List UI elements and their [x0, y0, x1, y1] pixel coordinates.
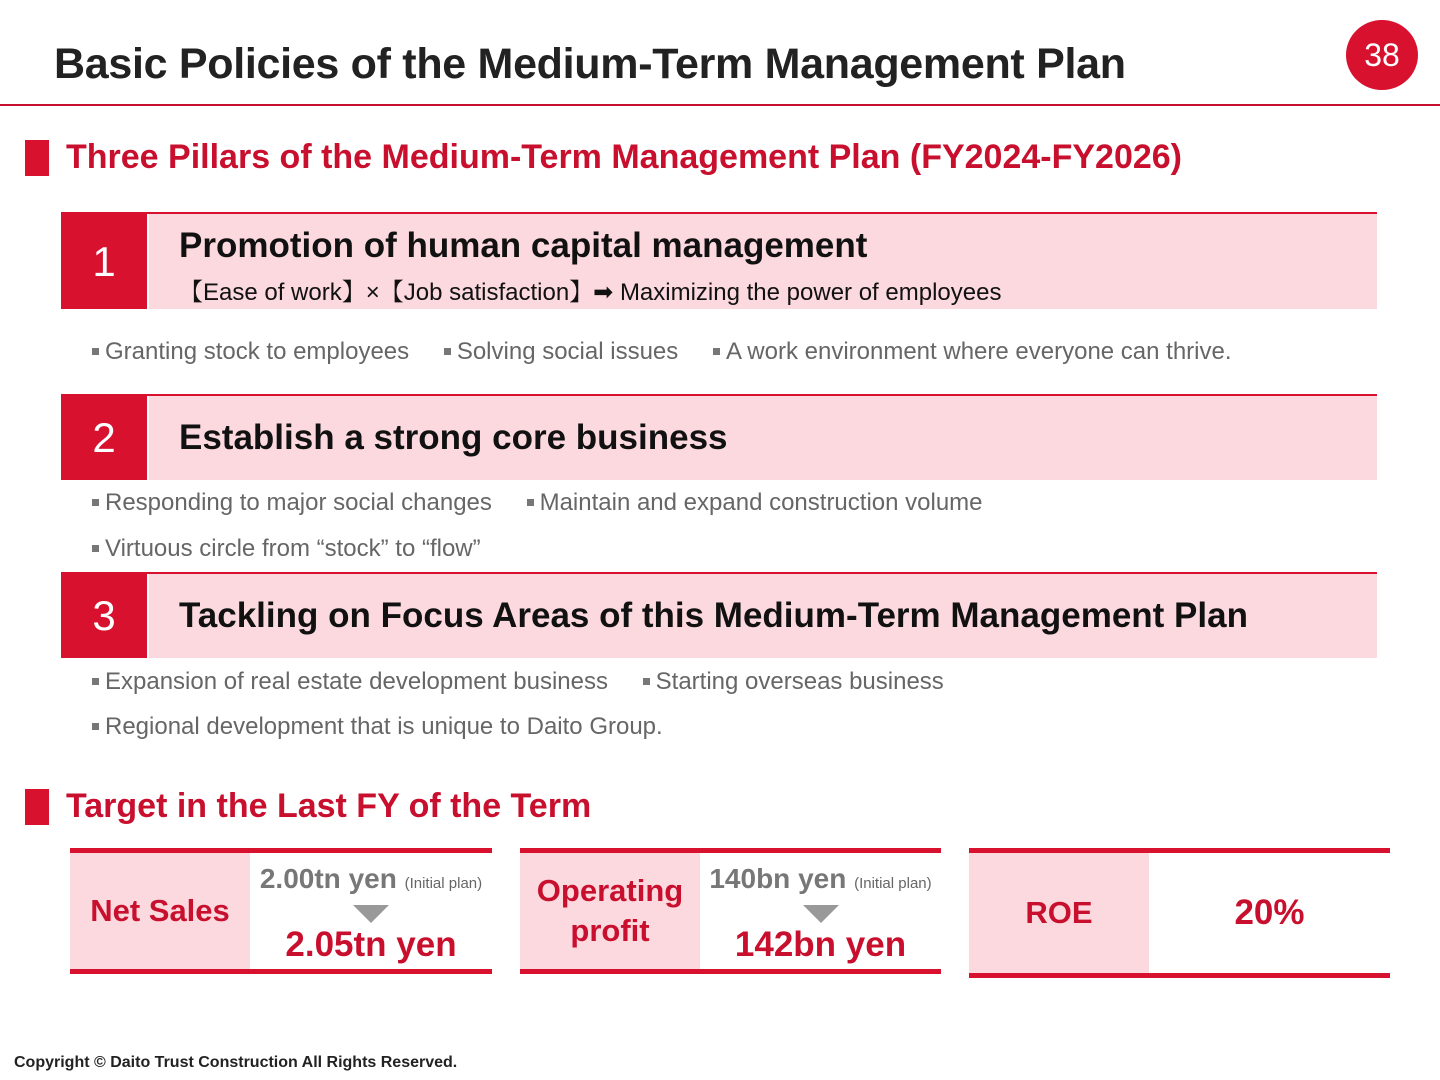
section-title-pillars: Three Pillars of the Medium-Term Management Plan (FY2024-FY2026)	[66, 138, 1183, 176]
bullet-item: Solving social issues	[444, 338, 678, 365]
pillar-1-bullets	[92, 338, 1260, 366]
down-arrow-icon	[803, 905, 839, 923]
target-value-cell	[700, 853, 941, 969]
target-value-cell	[1149, 853, 1390, 973]
page-title: Basic Policies of the Medium-Term Management Plan	[54, 40, 1126, 88]
pillar-3	[61, 572, 1377, 658]
pillar-3-bullets-row-1	[92, 668, 972, 696]
bullet-square-icon	[713, 348, 720, 355]
pillar-title: Establish a strong core business	[179, 418, 728, 457]
initial-plan-value: 140bn yen (Initial plan)	[709, 863, 932, 894]
bullet-item: Virtuous circle from “stock” to “flow”	[92, 535, 481, 562]
bullet-square-icon	[92, 348, 99, 355]
target-value-cell	[250, 853, 492, 969]
pillar-title: Promotion of human capital management	[179, 226, 868, 265]
pillar-subtitle: 【Ease of work】×【Job satisfaction】➡ Maximizing the power of employees	[179, 279, 1002, 306]
pillar-3-bullets-row-2	[92, 713, 691, 741]
bullet-item: Responding to major social changes	[92, 489, 492, 516]
bullet-item: Regional development that is unique to Daito Group.	[92, 713, 663, 740]
target-roe	[969, 848, 1390, 978]
bullet-item: Granting stock to employees	[92, 338, 409, 365]
bullet-square-icon	[92, 499, 99, 506]
target-net-sales	[70, 848, 492, 974]
target-label: Net Sales	[70, 853, 250, 969]
bullet-square-icon	[92, 678, 99, 685]
pillar-2	[61, 394, 1377, 480]
bullet-item: A work environment where everyone can thrive.	[713, 338, 1232, 365]
page-number-badge: 38	[1346, 20, 1418, 90]
target-operating-profit	[520, 848, 941, 974]
bullet-item: Maintain and expand construction volume	[527, 489, 983, 516]
target-value: 2.05tn yen	[285, 925, 457, 964]
pillar-2-bullets-row-2	[92, 535, 509, 563]
section-marker	[25, 789, 49, 825]
bullet-square-icon	[527, 499, 534, 506]
pillar-separator	[147, 396, 149, 480]
title-divider	[0, 104, 1440, 106]
bullet-item: Expansion of real estate development business	[92, 668, 608, 695]
bullet-item: Starting overseas business	[643, 668, 944, 695]
bullet-square-icon	[444, 348, 451, 355]
bullet-square-icon	[643, 678, 650, 685]
pillar-1	[61, 212, 1377, 309]
pillar-separator	[147, 574, 149, 658]
target-label: ROE	[969, 853, 1149, 973]
section-marker	[25, 140, 49, 176]
down-arrow-icon	[353, 905, 389, 923]
pillar-number: 1	[61, 214, 147, 309]
target-value: 20%	[1234, 893, 1305, 932]
pillar-title: Tackling on Focus Areas of this Medium-Term Management Plan	[179, 596, 1248, 635]
bullet-square-icon	[92, 545, 99, 552]
copyright-footer: Copyright © Daito Trust Construction All Rights Reserved.	[14, 1054, 458, 1071]
target-value: 142bn yen	[734, 925, 907, 964]
section-title-targets: Target in the Last FY of the Term	[66, 787, 592, 825]
pillar-number: 3	[61, 574, 147, 658]
pillar-number: 2	[61, 396, 147, 480]
bullet-square-icon	[92, 723, 99, 730]
initial-plan-value: 2.00tn yen (Initial plan)	[259, 863, 483, 894]
pillar-separator	[147, 214, 149, 309]
pillar-2-bullets-row-1	[92, 489, 1011, 517]
target-label: Operating profit	[520, 853, 700, 969]
